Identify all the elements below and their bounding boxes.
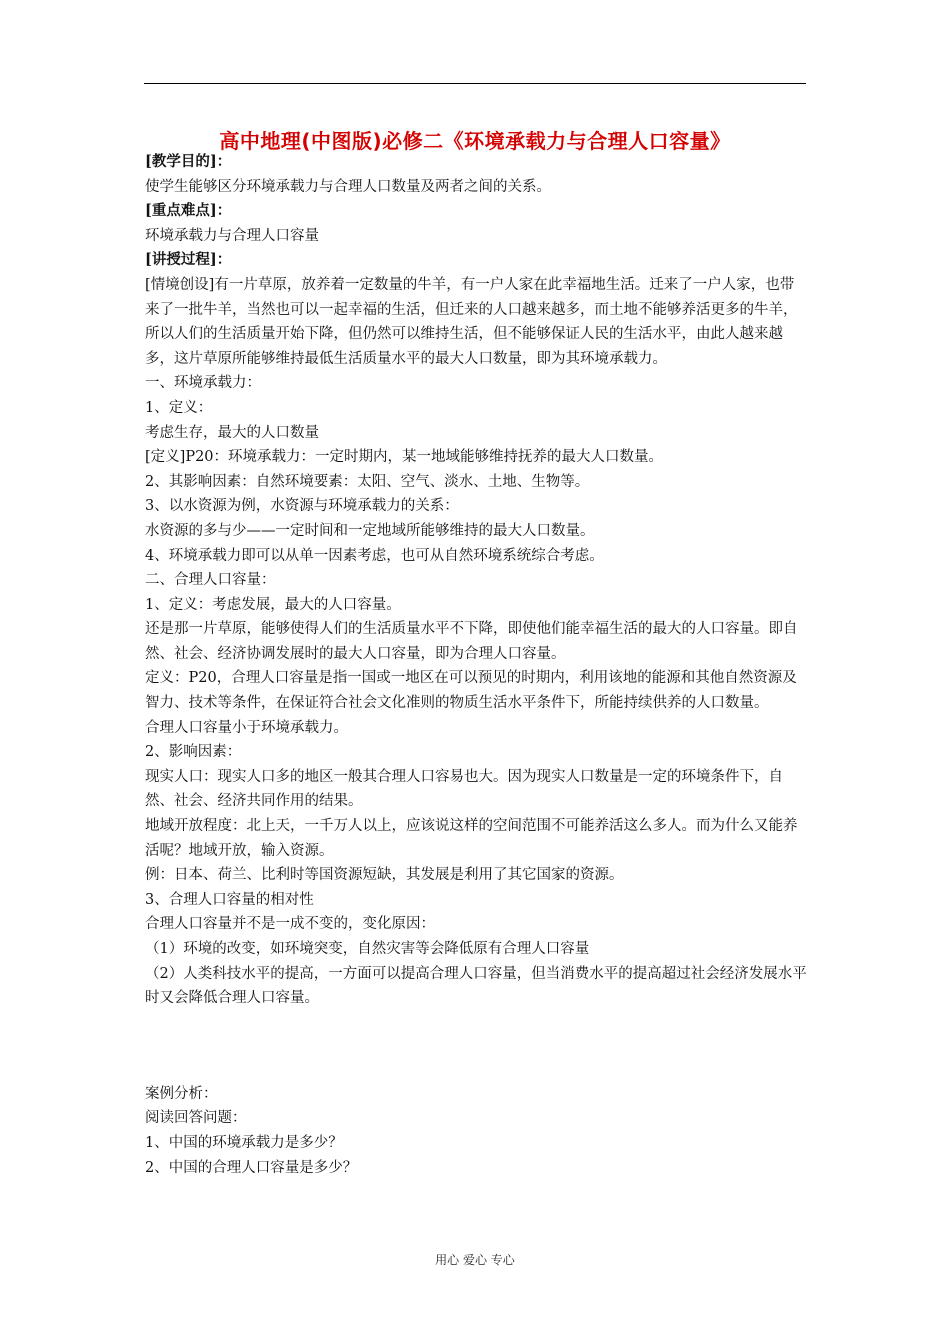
paragraph: 1、定义： <box>145 399 213 416</box>
paragraph: 1、定义：考虑发展，最大的人口容量。 <box>145 596 401 613</box>
paragraph: 4、环境承载力即可以从单一因素考虑，也可从自然环境系统综合考虑。 <box>145 547 604 564</box>
spacer <box>145 1011 807 1082</box>
case-line: 1、中国的环境承载力是多少？ <box>145 1134 343 1151</box>
paragraph: 定义：P20，合理人口容量是指一国或一地区在可以预见的时期内，利用该地的能源和其他自然资源及智力、技术等条件，在保证符合社会文化准则的物质生活水平条件下，所能持续供养的人口数量。 <box>145 670 797 712</box>
paragraph: 水资源的多与少——一定时间和一定地域所能够维持的最大人口数量。 <box>145 522 595 539</box>
case-line: 案例分析： <box>145 1085 218 1102</box>
case-line: 阅读回答问题： <box>145 1110 247 1127</box>
paragraph: [情境创设]有一片草原，放养着一定数量的牛羊，有一户人家在此幸福地生活。迁来了一户人家，也带来了一批牛羊，当然也可以一起幸福的生活，但迁来的人口越来越多，而土地不能够养活更多的牛羊，所以人们的生活质量开始下降，但仍然可以维持生活，但不能够保证人民的生活水平，由此人越来越多，这片草原所能够维持最低生活质量水平的最大人口数量，即为其环境承载力。 <box>145 276 798 367</box>
objective-text: 使学生能够区分环境承载力与合理人口数量及两者之间的关系。 <box>145 178 551 195</box>
paragraph: （1）环境的改变，如环境突变，自然灾害等会降低原有合理人口容量 <box>145 941 590 957</box>
paragraph: 二、合理人口容量： <box>145 572 276 589</box>
paragraph: 2、其影响因素：自然环境要素：太阳、空气、淡水、土地、生物等。 <box>145 473 590 490</box>
paragraph: （2）人类科技水平的提高，一方面可以提高合理人口容量，但当消费水平的提高超过社会经济发展水平时又会降低合理人口容量。 <box>145 965 807 1007</box>
objective-heading: [教学目的]： <box>145 153 232 170</box>
paragraph: 3、合理人口容量的相对性 <box>145 891 314 908</box>
paragraph: 合理人口容量并不是一成不变的，变化原因： <box>145 916 435 933</box>
key-points-heading: [重点难点]： <box>145 202 232 220</box>
paragraph: 2、影响因素： <box>145 744 242 761</box>
page-footer: 用心 爱心 专心 <box>435 1253 515 1267</box>
paragraph: 现实人口：现实人口多的地区一般其合理人口容易也大。因为现实人口数量是一定的环境条件下，自然、社会、经济共同作用的结果。 <box>145 768 783 810</box>
document-body <box>145 150 807 1180</box>
header-rule <box>144 83 806 84</box>
paragraph: 例：日本、荷兰、比利时等国资源短缺，其发展是利用了其它国家的资源。 <box>145 867 624 884</box>
process-heading: [讲授过程]： <box>145 251 232 269</box>
case-line: 2、中国的合理人口容量是多少？ <box>145 1159 358 1176</box>
paragraph: [定义]P20：环境承载力：一定时期内，某一地域能够维持抚养的最大人口数量。 <box>145 449 664 466</box>
paragraph: 合理人口容量小于环境承载力。 <box>145 719 348 736</box>
paragraph: 3、以水资源为例，水资源与环境承载力的关系： <box>145 498 459 515</box>
key-points-text: 环境承载力与合理人口容量 <box>145 227 319 244</box>
document-title: 高中地理(中图版)必修二《环境承载力与合理人口容量》 <box>219 129 731 153</box>
paragraph: 一、环境承载力： <box>145 375 261 392</box>
paragraph: 还是那一片草原，能够使得人们的生活质量水平不下降，即使他们能幸福生活的最大的人口容量。即自然、社会、经济协调发展时的最大人口容量，即为合理人口容量。 <box>145 621 798 662</box>
paragraph: 考虑生存，最大的人口数量 <box>145 424 319 441</box>
paragraph: 地域开放程度：北上天，一千万人以上，应该说这样的空间范围不可能养活这么多人。而为什么又能养活呢？地域开放，输入资源。 <box>145 818 798 859</box>
